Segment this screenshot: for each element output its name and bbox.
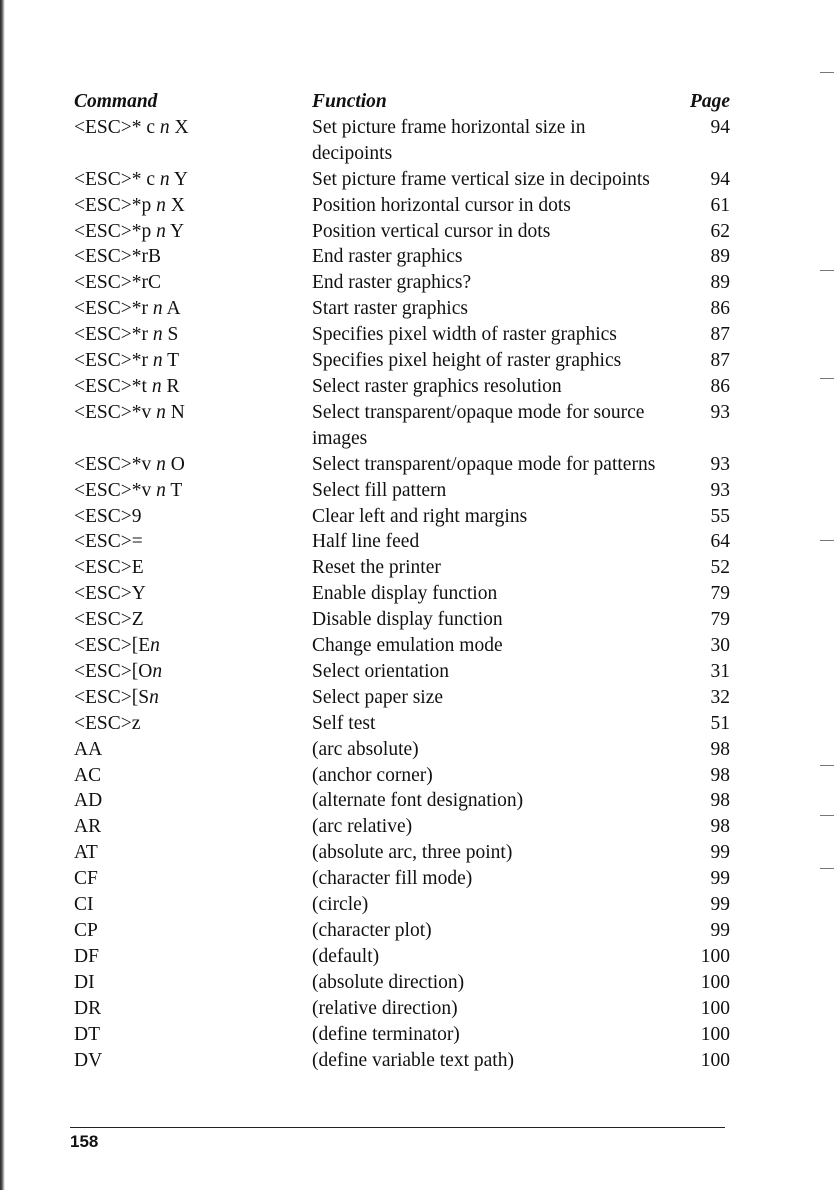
command-cell: <ESC>*r n T: [74, 350, 180, 372]
table-row: [74, 685, 734, 711]
function-cell: (circle): [312, 894, 369, 916]
table-row: [74, 296, 734, 322]
function-cell: Position vertical cursor in dots: [312, 220, 551, 242]
table-body: [74, 115, 734, 1074]
command-cell: <ESC>[En: [74, 635, 160, 657]
function-cell: Select raster graphics resolution: [312, 375, 562, 397]
page-cell: 32: [710, 686, 730, 708]
page-cell: 98: [710, 790, 730, 812]
table-row: [74, 814, 734, 840]
page-cell: 94: [710, 116, 730, 138]
command-cell: <ESC>*rB: [74, 246, 162, 268]
table-row: [74, 167, 734, 193]
function-cell: (define variable text path): [312, 1049, 514, 1071]
table-row: [74, 892, 734, 918]
function-cell: (absolute arc, three point): [312, 842, 513, 864]
function-cell: Start raster graphics: [312, 298, 468, 320]
function-cell: (relative direction): [312, 997, 458, 1019]
function-cell: (arc relative): [312, 816, 413, 838]
function-cell: Select paper size: [312, 686, 444, 708]
table-row: [74, 581, 734, 607]
command-cell: AT: [74, 842, 98, 864]
command-cell: AA: [74, 738, 103, 760]
command-cell: <ESC>9: [74, 505, 142, 527]
function-cell: (default): [312, 945, 380, 967]
function-cell: Position horizontal cursor in dots: [312, 194, 571, 216]
function-cell: (absolute direction): [312, 971, 465, 993]
page-cell: 99: [710, 920, 730, 941]
function-cell: (alternate font designation): [312, 790, 524, 812]
page-cell: 99: [710, 894, 730, 916]
table-row: [74, 607, 734, 633]
command-cell: AC: [74, 764, 102, 786]
table-row: [74, 737, 734, 763]
command-cell: DR: [74, 997, 102, 1019]
table-row: [74, 322, 734, 348]
page-cell: 100: [700, 1023, 730, 1045]
command-cell: DI: [74, 971, 95, 993]
function-cell: Half line feed: [312, 531, 420, 553]
page-cell: 30: [710, 635, 730, 657]
page-cell: 99: [710, 842, 730, 864]
table-row: [74, 633, 734, 659]
function-cell: (character plot): [312, 920, 432, 941]
command-cell: <ESC>*p n Y: [74, 220, 185, 242]
function-cell: Disable display function: [312, 609, 503, 631]
table-row: [74, 478, 734, 504]
table-row: [74, 1048, 734, 1074]
function-cell: (character fill mode): [312, 868, 473, 890]
page-cell: 31: [710, 660, 730, 682]
page-cell: 93: [710, 401, 730, 423]
command-cell: <ESC>*v n T: [74, 479, 183, 501]
command-cell: <ESC>Y: [74, 583, 146, 605]
command-cell: <ESC>*r n A: [74, 298, 181, 320]
command-cell: CI: [74, 894, 94, 916]
function-cell: Select transparent/opaque mode for source images: [312, 401, 645, 449]
page-cell: 89: [710, 246, 730, 268]
function-cell: Change emulation mode: [312, 635, 503, 657]
function-cell: Clear left and right margins: [312, 505, 528, 527]
function-cell: (anchor corner): [312, 764, 433, 786]
table-row: [74, 866, 734, 892]
command-column-header: Command: [74, 91, 158, 112]
command-cell: <ESC>z: [74, 712, 141, 734]
page-cell: 79: [710, 583, 730, 605]
table-row: [74, 270, 734, 296]
command-cell: AR: [74, 816, 102, 838]
function-cell: Select fill pattern: [312, 479, 447, 501]
function-cell: Enable display function: [312, 583, 498, 605]
command-cell: <ESC>* c n Y: [74, 168, 188, 190]
page-cell: 86: [710, 375, 730, 397]
command-cell: DV: [74, 1049, 103, 1071]
scan-left-edge: [0, 0, 5, 1190]
table-row: [74, 659, 734, 685]
command-cell: <ESC>Z: [74, 609, 144, 631]
page-cell: 98: [710, 764, 730, 786]
table-row: [74, 452, 734, 478]
command-cell: DF: [74, 945, 99, 967]
function-cell: Set picture frame vertical size in decipoints: [312, 168, 650, 190]
table-row: [74, 944, 734, 970]
page-cell: 87: [710, 324, 730, 346]
table-row: [74, 529, 734, 555]
function-cell: Reset the printer: [312, 557, 441, 579]
page-number: 158: [70, 1132, 99, 1151]
command-cell: <ESC>*rC: [74, 272, 162, 294]
table-row: [74, 788, 734, 814]
table-row: [74, 711, 734, 737]
command-cell: DT: [74, 1023, 100, 1045]
command-cell: <ESC>[Sn: [74, 686, 159, 708]
page-cell: 64: [710, 531, 730, 553]
function-cell: Set picture frame horizontal size in decipoints: [312, 116, 586, 164]
function-cell: Select orientation: [312, 660, 449, 682]
table-header-row: [74, 89, 734, 115]
function-cell: Specifies pixel width of raster graphics: [312, 324, 617, 346]
function-cell: (arc absolute): [312, 738, 419, 760]
table-row: [74, 996, 734, 1022]
page-cell: 55: [710, 505, 730, 527]
table-row: [74, 115, 734, 167]
page-cell: 93: [710, 479, 730, 501]
page-cell: 94: [710, 168, 730, 190]
page-cell: 98: [710, 738, 730, 760]
page-cell: 62: [710, 220, 730, 242]
function-cell: Specifies pixel height of raster graphics: [312, 350, 622, 372]
table-row: [74, 840, 734, 866]
function-cell: End raster graphics?: [312, 272, 472, 294]
function-cell: Select transparent/opaque mode for patterns: [312, 453, 656, 475]
command-cell: CP: [74, 920, 98, 941]
command-cell: <ESC>=: [74, 531, 143, 553]
command-cell: AD: [74, 790, 103, 812]
page-cell: 100: [700, 945, 730, 967]
page-cell: 79: [710, 609, 730, 631]
command-cell: <ESC>*p n X: [74, 194, 185, 216]
table-row: [74, 555, 734, 581]
page-cell: 99: [710, 868, 730, 890]
table-row: [74, 763, 734, 789]
function-column-header: Function: [312, 91, 387, 112]
page-cell: 100: [700, 1049, 730, 1071]
footer-rule: [70, 1127, 725, 1128]
table-row: [74, 219, 734, 245]
command-cell: CF: [74, 868, 98, 890]
page-cell: 100: [700, 997, 730, 1019]
command-cell: <ESC>*t n R: [74, 375, 180, 397]
table-row: [74, 244, 734, 270]
command-cell: <ESC>E: [74, 557, 144, 579]
table-row: [74, 348, 734, 374]
command-cell: <ESC>*v n O: [74, 453, 185, 475]
page-cell: 98: [710, 816, 730, 838]
page-column-header: Page: [689, 91, 730, 112]
command-cell: <ESC>* c n X: [74, 116, 189, 138]
function-cell: End raster graphics: [312, 246, 463, 268]
scan-right-margin-marks: [810, 0, 840, 1190]
table-row: [74, 193, 734, 219]
page-cell: 51: [710, 712, 730, 734]
table-row: [74, 374, 734, 400]
table-row: [74, 1022, 734, 1048]
command-cell: <ESC>[On: [74, 660, 163, 682]
command-cell: <ESC>*r n S: [74, 324, 179, 346]
table-row: [74, 970, 734, 996]
page-cell: 61: [710, 194, 730, 216]
page-cell: 100: [700, 971, 730, 993]
page-cell: 89: [710, 272, 730, 294]
table-row: [74, 918, 734, 944]
function-cell: Self test: [312, 712, 376, 734]
page-cell: 93: [710, 453, 730, 475]
page-cell: 52: [710, 557, 730, 579]
table-row: [74, 400, 734, 452]
command-cell: <ESC>*v n N: [74, 401, 185, 423]
table-row: [74, 504, 734, 530]
function-cell: (define terminator): [312, 1023, 460, 1045]
page-cell: 86: [710, 298, 730, 320]
page-cell: 87: [710, 350, 730, 372]
command-reference-table: [74, 89, 734, 1073]
